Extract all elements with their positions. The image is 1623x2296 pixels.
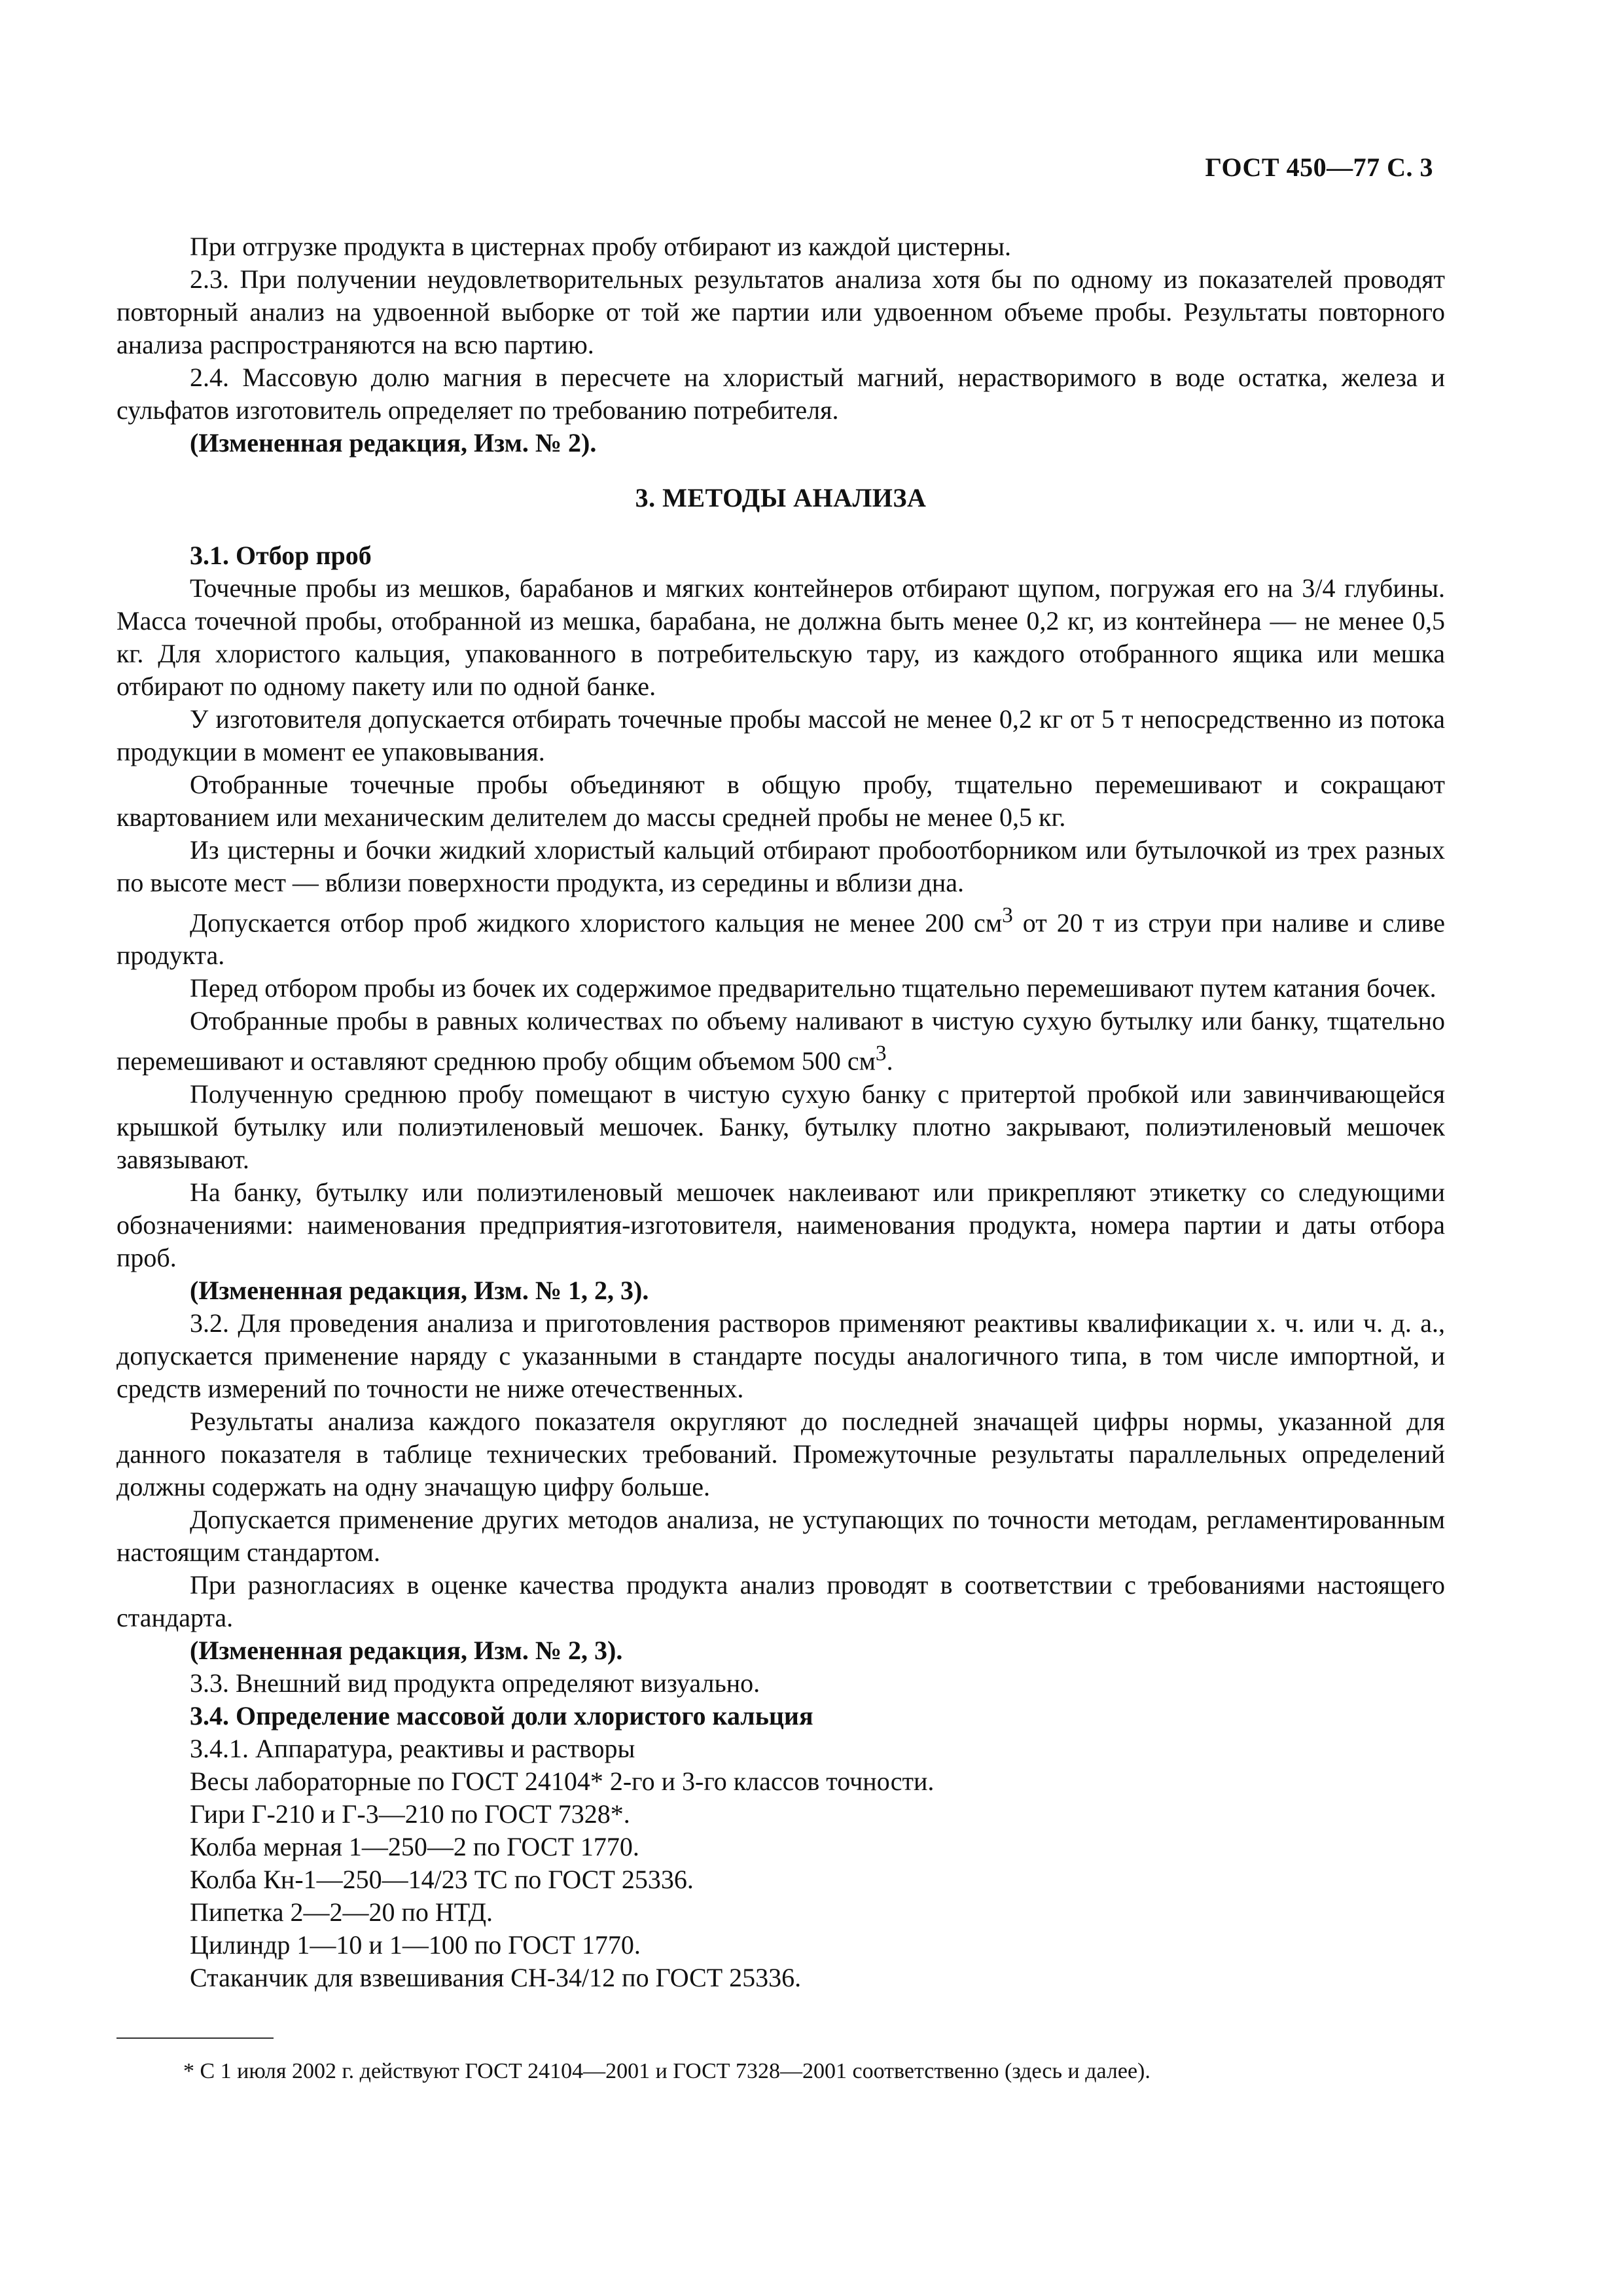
superscript: 3 [1002,903,1013,927]
list-item: Пипетка 2—2—20 по НТД. [190,1897,493,1927]
list-item: Колба мерная 1—250—2 по ГОСТ 1770. [190,1831,639,1861]
paragraph: Отобранные точечные пробы объединяют в общую пробу, тщательно перемешивают и сокращают квартованием или механическим делителем до массы средней пробы не менее 0,5 кг. [116,770,1445,832]
text-run: Отобранные пробы в равных количествах по объему наливают в чистую сухую бутылку или банку, тщательно перемешивают и оставляют среднюю пробу общим объемом 500 см [116,1006,1445,1076]
amendment-note: (Измененная редакция, Изм. № 2, 3). [190,1635,623,1665]
paragraph: При отгрузке продукта в цистернах пробу отбирают из каждой цистерны. [190,232,1011,261]
running-header: ГОСТ 450—77 С. 3 [1205,152,1433,182]
paragraph: Точечные пробы из мешков, барабанов и мягких контейнеров отбирают щупом, погружая его на 3/4 глубины. Масса точечной пробы, отобранной из мешка, барабана, не должна быть менее 0,2 кг, из контейнера — не менее 0,5 кг. Для хлористого кальция, упакованного в потребительскую тару, из каждого отобранного ящика или мешка отбирают по одному пакету или по одной банке. [116,573,1445,701]
list-item: Гири Г-210 и Г-3—210 по ГОСТ 7328*. [190,1799,630,1829]
paragraph: Полученную среднюю пробу помещают в чистую сухую банку с притертой пробкой или завинчивающейся крышкой бутылку или полиэтиленовый мешочек. Банку, бутылку плотно закрывают, полиэтиленовый мешочек завязывают. [116,1079,1445,1174]
paragraph-3-2: 3.2. Для проведения анализа и приготовления растворов применяют реактивы квалификации х. ч. или ч. д. а., допускается применение наряду с указанными в стандарте посуды аналогичного типа, в том числе импортной, и средств измерений по точности не ниже отечественных. [116,1308,1445,1403]
footnote-divider [116,2037,274,2039]
document-body [116,230,1445,1994]
amendment-note: (Измененная редакция, Изм. № 2). [190,428,597,457]
list-item: Цилиндр 1—10 и 1—100 по ГОСТ 1770. [190,1929,641,1960]
footnote: * С 1 июля 2002 г. действуют ГОСТ 24104—2001 и ГОСТ 7328—2001 соответственно (здесь и далее). [183,2059,1150,2083]
text-run: от 20 т из струи при наливе и сливе продукта. [116,908,1445,971]
paragraph: Перед отбором пробы из бочек их содержимое предварительно тщательно перемешивают путем катания бочек. [190,973,1436,1003]
paragraph: При разногласиях в оценке качества продукта анализ проводят в соответствии с требованиями настоящего стандарта. [116,1570,1445,1632]
paragraph: На банку, бутылку или полиэтиленовый мешочек наклеивают или прикрепляют этикетку со следующими обозначениями: наименования предприятия-изготовителя, наименования продукта, номера партии и даты отбора проб. [116,1177,1445,1272]
superscript: 3 [875,1041,887,1066]
paragraph: Допускается применение других методов анализа, не уступающих по точности методам, регламентированным настоящим стандартом. [116,1504,1445,1567]
section-title: 3. МЕТОДЫ АНАЛИЗА [635,483,927,512]
list-item: Колба Кн-1—250—14/23 ТС по ГОСТ 25336. [190,1864,694,1894]
list-item: Стаканчик для взвешивания СН-34/12 по ГОСТ 25336. [190,1962,802,1992]
subsection-title-3-4: 3.4. Определение массовой доли хлористого кальция [190,1700,813,1731]
text-run: Допускается отбор проб жидкого хлористого кальция не менее 200 см [190,908,1003,938]
list-item: Весы лабораторные по ГОСТ 24104* 2-го и 3-го классов точности. [190,1766,935,1796]
text-run: . [886,1046,893,1076]
paragraph-3-4-1: 3.4.1. Аппаратура, реактивы и растворы [190,1733,635,1763]
paragraph: У изготовителя допускается отбирать точечные пробы массой не менее 0,2 кг от 5 т непосредственно из потока продукции в момент ее упаковывания. [116,704,1445,766]
paragraph [116,899,1445,972]
paragraph-2-4: 2.4. Массовую долю магния в пересчете на хлористый магний, нерастворимого в воде остатка, железа и сульфатов изготовитель определяет по требованию потребителя. [116,363,1445,425]
paragraph-3-3: 3.3. Внешний вид продукта определяют визуально. [190,1668,760,1698]
paragraph: Результаты анализа каждого показателя округляют до последней значащей цифры нормы, указанной для данного показателя в таблице технических требований. Промежуточные результаты параллельных определений должны содержать на одну значащую цифру больше. [116,1406,1445,1501]
amendment-note: (Измененная редакция, Изм. № 1, 2, 3). [190,1275,649,1305]
paragraph [116,1005,1445,1077]
paragraph-2-3: 2.3. При получении неудовлетворительных результатов анализа хотя бы по одному из показателей проводят повторный анализ на удвоенной выборке от той же партии или удвоенном объеме пробы. Результаты повторного анализа распространяются на всю партию. [116,264,1445,359]
paragraph: Из цистерны и бочки жидкий хлористый кальций отбирают пробоотборником или бутылочкой из трех разных по высоте мест — вблизи поверхности продукта, из середины и вблизи дна. [116,835,1445,897]
subsection-title-3-1: 3.1. Отбор проб [190,541,372,570]
